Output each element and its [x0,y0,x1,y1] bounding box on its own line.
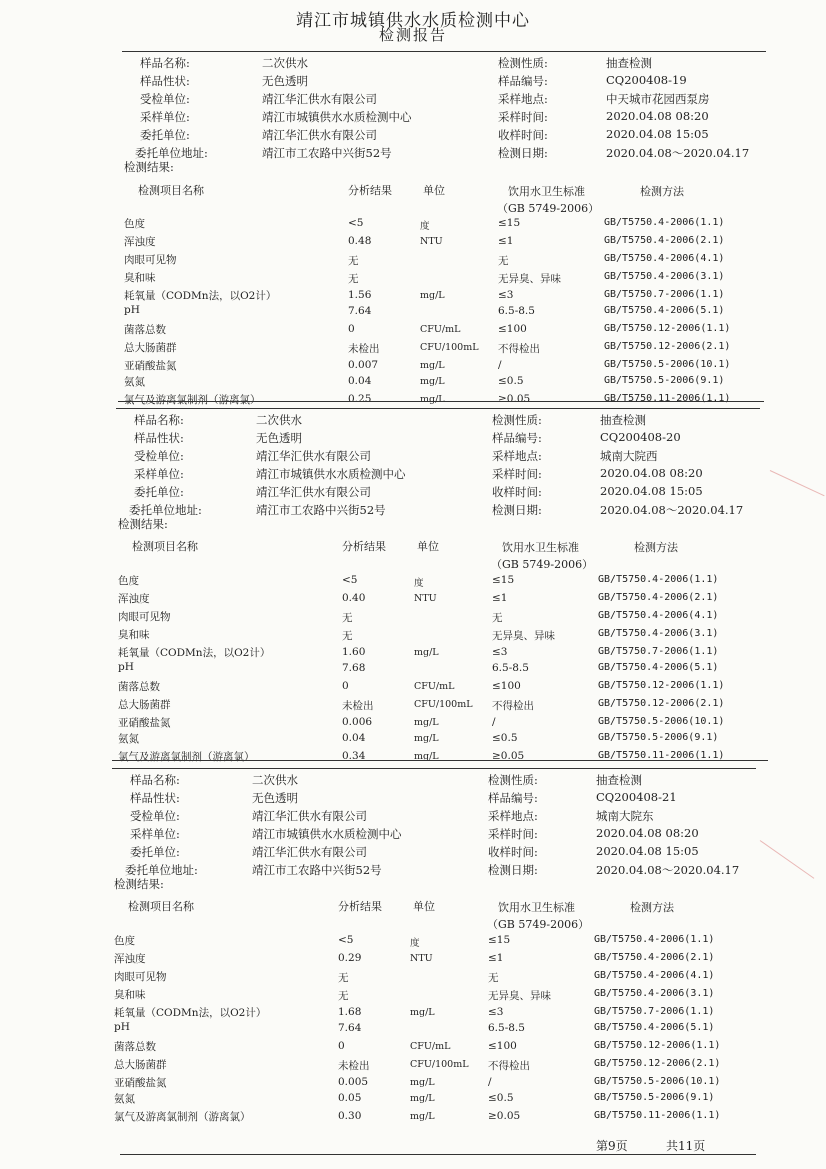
label-sampling-time: 采样时间: [492,467,542,481]
row-result: 0.04 [348,375,372,387]
row-method: GB/T5750.4-2006(1.1) [594,934,715,945]
row-result: 无 [338,972,349,984]
row-standard: / [492,716,496,728]
row-unit: CFU/mL [410,1041,451,1052]
header-standard-sub: （GB 5749-2006） [491,558,594,571]
section-top-rule [116,408,760,409]
row-standard: 无 [492,612,503,624]
section-top-rule [122,51,766,52]
row-item: 浑浊度 [118,593,150,605]
label-test-nature: 检测性质: [498,56,548,70]
header-result: 分析结果 [348,184,392,197]
row-method: GB/T5750.12-2006(2.1) [604,341,731,352]
label-sample-state: 样品性状: [140,74,190,88]
value-test-date: 2020.04.08～2020.04.17 [606,146,750,160]
row-item: 臭和味 [118,629,150,641]
value-sample-name: 二次供水 [256,413,302,427]
label-inspected-unit: 受检单位: [130,809,180,823]
row-item: 氯气及游离氯制剂（游离氯） [114,1111,251,1123]
label-test-nature: 检测性质: [492,413,542,427]
row-item: pH [118,661,134,673]
value-sample-no: CQ200408-21 [596,790,677,804]
row-result: 0.34 [342,750,366,762]
label-inspected-unit: 受检单位: [134,449,184,463]
value-client-unit: 靖江华汇供水有限公司 [252,845,367,859]
value-receipt-time: 2020.04.08 15:05 [606,127,709,141]
row-item: 色度 [118,575,139,587]
row-method: GB/T5750.5-2006(9.1) [594,1092,715,1103]
row-unit: NTU [410,953,433,964]
value-sample-no: CQ200408-19 [606,73,687,87]
row-standard: 无异臭、异味 [498,273,561,285]
row-item: 亚硝酸盐氮 [114,1077,167,1089]
row-standard: 无 [498,255,509,267]
header-unit: 单位 [413,900,435,913]
row-method: GB/T5750.12-2006(2.1) [598,698,725,709]
header-method: 检测方法 [640,185,684,198]
row-item: 亚硝酸盐氮 [118,717,171,729]
row-item: 氨氮 [118,733,139,745]
section-bottom-rule [118,401,764,402]
row-method: GB/T5750.5-2006(10.1) [604,359,731,370]
row-item: 肉眼可见物 [124,254,177,266]
row-standard: 不得检出 [492,700,534,712]
row-item: 氨氮 [124,376,145,388]
row-method: GB/T5750.4-2006(5.1) [594,1022,715,1033]
row-result: 0.006 [342,716,373,728]
label-sample-state: 样品性状: [130,791,180,805]
row-item: 臭和味 [124,272,156,284]
row-method: GB/T5750.4-2006(4.1) [598,610,719,621]
value-test-date: 2020.04.08～2020.04.17 [596,863,740,877]
row-unit: mg/L [420,376,445,387]
header-standard-sub: （GB 5749-2006） [487,918,590,931]
row-item: 总大肠菌群 [118,699,171,711]
row-method: GB/T5750.4-2006(3.1) [598,628,719,639]
row-method: GB/T5750.4-2006(5.1) [598,662,719,673]
row-standard: ≤0.5 [492,732,518,744]
label-receipt-time: 收样时间: [488,845,538,859]
row-result: 7.64 [348,305,372,317]
label-sampling-time: 采样时间: [498,110,548,124]
footer-rule [120,1154,756,1155]
row-item: 菌落总数 [118,681,160,693]
row-item: pH [124,304,140,316]
row-result: <5 [348,217,364,229]
label-sample-name: 样品名称: [134,413,184,427]
value-sampling-time: 2020.04.08 08:20 [600,466,703,480]
row-method: GB/T5750.12-2006(1.1) [604,323,731,334]
label-sample-no: 样品编号: [492,431,542,445]
row-standard: ≤3 [492,646,508,658]
row-result: 0.29 [338,952,362,964]
row-unit: 度 [420,221,430,232]
label-results: 检测结果: [118,517,168,531]
row-unit: NTU [414,593,437,604]
row-method: GB/T5750.4-2006(2.1) [594,952,715,963]
row-unit: CFU/mL [414,681,455,692]
value-sample-state: 无色透明 [256,431,302,445]
row-standard: ≤100 [492,680,521,692]
label-receipt-time: 收样时间: [498,128,548,142]
label-test-date: 检测日期: [498,146,548,160]
row-standard: ≤1 [498,235,514,247]
row-standard: 6.5-8.5 [498,305,535,317]
value-inspected-unit: 靖江华汇供水有限公司 [262,92,377,106]
row-unit: mg/L [410,1111,435,1122]
label-results: 检测结果: [114,877,164,891]
row-standard: 不得检出 [488,1060,530,1072]
row-item: 亚硝酸盐氮 [124,360,177,372]
row-method: GB/T5750.4-2006(1.1) [598,574,719,585]
label-client-unit: 委托单位: [130,845,180,859]
row-method: GB/T5750.5-2006(9.1) [598,732,719,743]
value-sampling-site: 城南大院东 [596,809,654,823]
header-method: 检测方法 [630,901,674,914]
row-item: 臭和味 [114,989,146,1001]
row-standard: ≤0.5 [498,375,524,387]
row-unit: mg/L [414,647,439,658]
org-title: 靖江市城镇供水水质检测中心 [296,11,530,31]
value-test-nature: 抽查检测 [600,413,646,427]
header-standard-sub: （GB 5749-2006） [497,202,600,215]
label-test-nature: 检测性质: [488,773,538,787]
row-method: GB/T5750.5-2006(10.1) [598,716,725,727]
row-result: 0.04 [342,732,366,744]
row-method: GB/T5750.11-2006(1.1) [604,393,731,404]
row-method: GB/T5750.4-2006(1.1) [604,217,725,228]
row-unit: CFU/mL [420,324,461,335]
label-sampling-site: 采样地点: [498,92,548,106]
header-method: 检测方法 [634,541,678,554]
row-unit: mg/L [420,360,445,371]
label-client-unit: 委托单位: [134,485,184,499]
row-standard: 无 [488,972,499,984]
row-result: 0 [338,1040,345,1052]
row-unit: mg/L [420,290,445,301]
header-item: 检测项目名称 [128,900,194,913]
stamp-trace [770,470,825,496]
value-test-date: 2020.04.08～2020.04.17 [600,503,744,517]
row-unit: mg/L [414,751,439,762]
row-result: 无 [338,990,349,1002]
row-unit: 度 [410,938,420,949]
row-unit: CFU/100mL [410,1059,469,1070]
row-standard: 不得检出 [498,343,540,355]
page-number: 第9页 [596,1139,628,1153]
row-unit: mg/L [410,1007,435,1018]
value-sampling-unit: 靖江市城镇供水水质检测中心 [252,827,402,841]
row-standard: 无异臭、异味 [492,630,555,642]
header-standard: 饮用水卫生标准 [498,901,575,914]
row-unit: mg/L [414,717,439,728]
value-receipt-time: 2020.04.08 15:05 [600,484,703,498]
row-standard: 6.5-8.5 [492,662,529,674]
label-sample-state: 样品性状: [134,431,184,445]
value-sampling-time: 2020.04.08 08:20 [596,826,699,840]
section-top-rule [112,768,756,769]
row-result: 无 [348,255,359,267]
row-result: 无 [348,273,359,285]
header-item: 检测项目名称 [132,540,198,553]
value-sampling-unit: 靖江市城镇供水水质检测中心 [262,110,412,124]
row-method: GB/T5750.12-2006(2.1) [594,1058,721,1069]
label-results: 检测结果: [124,160,174,174]
row-standard: ≤15 [488,934,511,946]
row-result: 7.68 [342,662,366,674]
row-standard: ≤15 [492,574,515,586]
value-inspected-unit: 靖江华汇供水有限公司 [256,449,371,463]
value-client-unit: 靖江华汇供水有限公司 [256,485,371,499]
row-result: <5 [342,574,358,586]
page-total: 共11页 [666,1139,706,1153]
value-sampling-time: 2020.04.08 08:20 [606,109,709,123]
label-client-unit: 委托单位: [140,128,190,142]
value-sample-name: 二次供水 [262,56,308,70]
label-client-address: 委托单位地址: [135,146,208,160]
row-result: 未检出 [342,700,374,712]
row-item: 耗氧量（CODMn法，以O2计） [114,1007,267,1019]
row-method: GB/T5750.5-2006(9.1) [604,375,725,386]
section-bottom-rule [112,760,768,761]
row-unit: CFU/100mL [420,342,479,353]
header-result: 分析结果 [342,540,386,553]
row-method: GB/T5750.4-2006(5.1) [604,305,725,316]
header-unit: 单位 [417,540,439,553]
row-item: 总大肠菌群 [114,1059,167,1071]
label-sampling-site: 采样地点: [492,449,542,463]
header-standard: 饮用水卫生标准 [508,185,585,198]
row-method: GB/T5750.7-2006(1.1) [598,646,719,657]
row-result: 未检出 [348,343,380,355]
header-standard: 饮用水卫生标准 [502,541,579,554]
row-result: 0.005 [338,1076,369,1088]
row-result: 0.30 [338,1110,362,1122]
header-result: 分析结果 [338,900,382,913]
header-item: 检测项目名称 [138,184,204,197]
row-standard: ≥0.05 [488,1110,521,1122]
label-sampling-time: 采样时间: [488,827,538,841]
row-item: 浑浊度 [114,953,146,965]
row-method: GB/T5750.4-2006(2.1) [604,235,725,246]
row-standard: ≤100 [498,323,527,335]
row-result: 1.56 [348,289,372,301]
row-item: 肉眼可见物 [118,611,171,623]
row-standard: ≤100 [488,1040,517,1052]
row-unit: mg/L [410,1093,435,1104]
label-sample-no: 样品编号: [498,74,548,88]
row-standard: 6.5-8.5 [488,1022,525,1034]
row-unit: mg/L [410,1077,435,1088]
header-unit: 单位 [423,184,445,197]
label-sampling-unit: 采样单位: [134,467,184,481]
row-result: <5 [338,934,354,946]
row-unit: mg/L [414,733,439,744]
row-result: 0.25 [348,393,372,405]
row-unit: 度 [414,578,424,589]
row-standard: ≥0.05 [492,750,525,762]
row-standard: ≤0.5 [488,1092,514,1104]
row-result: 无 [342,630,353,642]
value-test-nature: 抽查检测 [606,56,652,70]
row-item: 耗氧量（CODMn法，以O2计） [118,647,271,659]
value-client-address: 靖江市工农路中兴街52号 [262,146,392,160]
row-result: 无 [342,612,353,624]
row-result: 0.007 [348,359,379,371]
value-test-nature: 抽查检测 [596,773,642,787]
value-sampling-site: 中天城市花园西泵房 [606,92,710,106]
row-item: 耗氧量（CODMn法，以O2计） [124,290,277,302]
row-method: GB/T5750.7-2006(1.1) [594,1006,715,1017]
row-method: GB/T5750.4-2006(3.1) [604,271,725,282]
value-client-address: 靖江市工农路中兴街52号 [256,503,386,517]
row-item: 菌落总数 [114,1041,156,1053]
row-result: 0.48 [348,235,372,247]
value-sample-state: 无色透明 [262,74,308,88]
row-result: 1.60 [342,646,366,658]
row-result: 1.68 [338,1006,362,1018]
value-receipt-time: 2020.04.08 15:05 [596,844,699,858]
row-result: 未检出 [338,1060,370,1072]
row-method: GB/T5750.4-2006(4.1) [604,253,725,264]
value-sample-no: CQ200408-20 [600,430,681,444]
row-result: 0.05 [338,1092,362,1104]
row-standard: ≤1 [492,592,508,604]
row-result: 0.40 [342,592,366,604]
row-method: GB/T5750.5-2006(10.1) [594,1076,721,1087]
row-standard: / [498,359,502,371]
row-item: 肉眼可见物 [114,971,167,983]
label-sampling-unit: 采样单位: [130,827,180,841]
label-inspected-unit: 受检单位: [140,92,190,106]
row-item: 菌落总数 [124,324,166,336]
value-sampling-site: 城南大院西 [600,449,658,463]
row-result: 7.64 [338,1022,362,1034]
label-sample-name: 样品名称: [140,56,190,70]
row-unit: NTU [420,236,443,247]
row-item: 浑浊度 [124,236,156,248]
row-item: 色度 [114,935,135,947]
row-method: GB/T5750.11-2006(1.1) [598,750,725,761]
row-unit: mg/L [420,394,445,405]
value-client-address: 靖江市工农路中兴街52号 [252,863,382,877]
row-method: GB/T5750.4-2006(2.1) [598,592,719,603]
row-item: 色度 [124,218,145,230]
row-item: 氯气及游离氯制剂（游离氯） [118,751,255,763]
row-item: pH [114,1021,130,1033]
row-result: 0 [348,323,355,335]
label-client-address: 委托单位地址: [129,503,202,517]
value-client-unit: 靖江华汇供水有限公司 [262,128,377,142]
label-sample-no: 样品编号: [488,791,538,805]
row-standard: ≤1 [488,952,504,964]
row-method: GB/T5750.12-2006(1.1) [598,680,725,691]
row-item: 总大肠菌群 [124,342,177,354]
row-method: GB/T5750.4-2006(4.1) [594,970,715,981]
report-title: 检测报告 [378,26,447,44]
label-sampling-site: 采样地点: [488,809,538,823]
value-sample-name: 二次供水 [252,773,298,787]
label-client-address: 委托单位地址: [125,863,198,877]
stamp-trace [760,840,815,879]
label-sample-name: 样品名称: [130,773,180,787]
value-sample-state: 无色透明 [252,791,298,805]
row-standard: ≥0.05 [498,393,531,405]
row-method: GB/T5750.11-2006(1.1) [594,1110,721,1121]
row-result: 0 [342,680,349,692]
row-method: GB/T5750.4-2006(3.1) [594,988,715,999]
row-item: 氨氮 [114,1093,135,1105]
row-standard: ≤15 [498,217,521,229]
value-inspected-unit: 靖江华汇供水有限公司 [252,809,367,823]
label-test-date: 检测日期: [492,503,542,517]
row-method: GB/T5750.12-2006(1.1) [594,1040,721,1051]
row-standard: ≤3 [488,1006,504,1018]
row-unit: CFU/100mL [414,699,473,710]
value-sampling-unit: 靖江市城镇供水水质检测中心 [256,467,406,481]
row-item: 氯气及游离氯制剂（游离氯） [124,394,261,406]
label-sampling-unit: 采样单位: [140,110,190,124]
label-test-date: 检测日期: [488,863,538,877]
row-standard: / [488,1076,492,1088]
row-standard: 无异臭、异味 [488,990,551,1002]
row-method: GB/T5750.7-2006(1.1) [604,289,725,300]
row-standard: ≤3 [498,289,514,301]
label-receipt-time: 收样时间: [492,485,542,499]
